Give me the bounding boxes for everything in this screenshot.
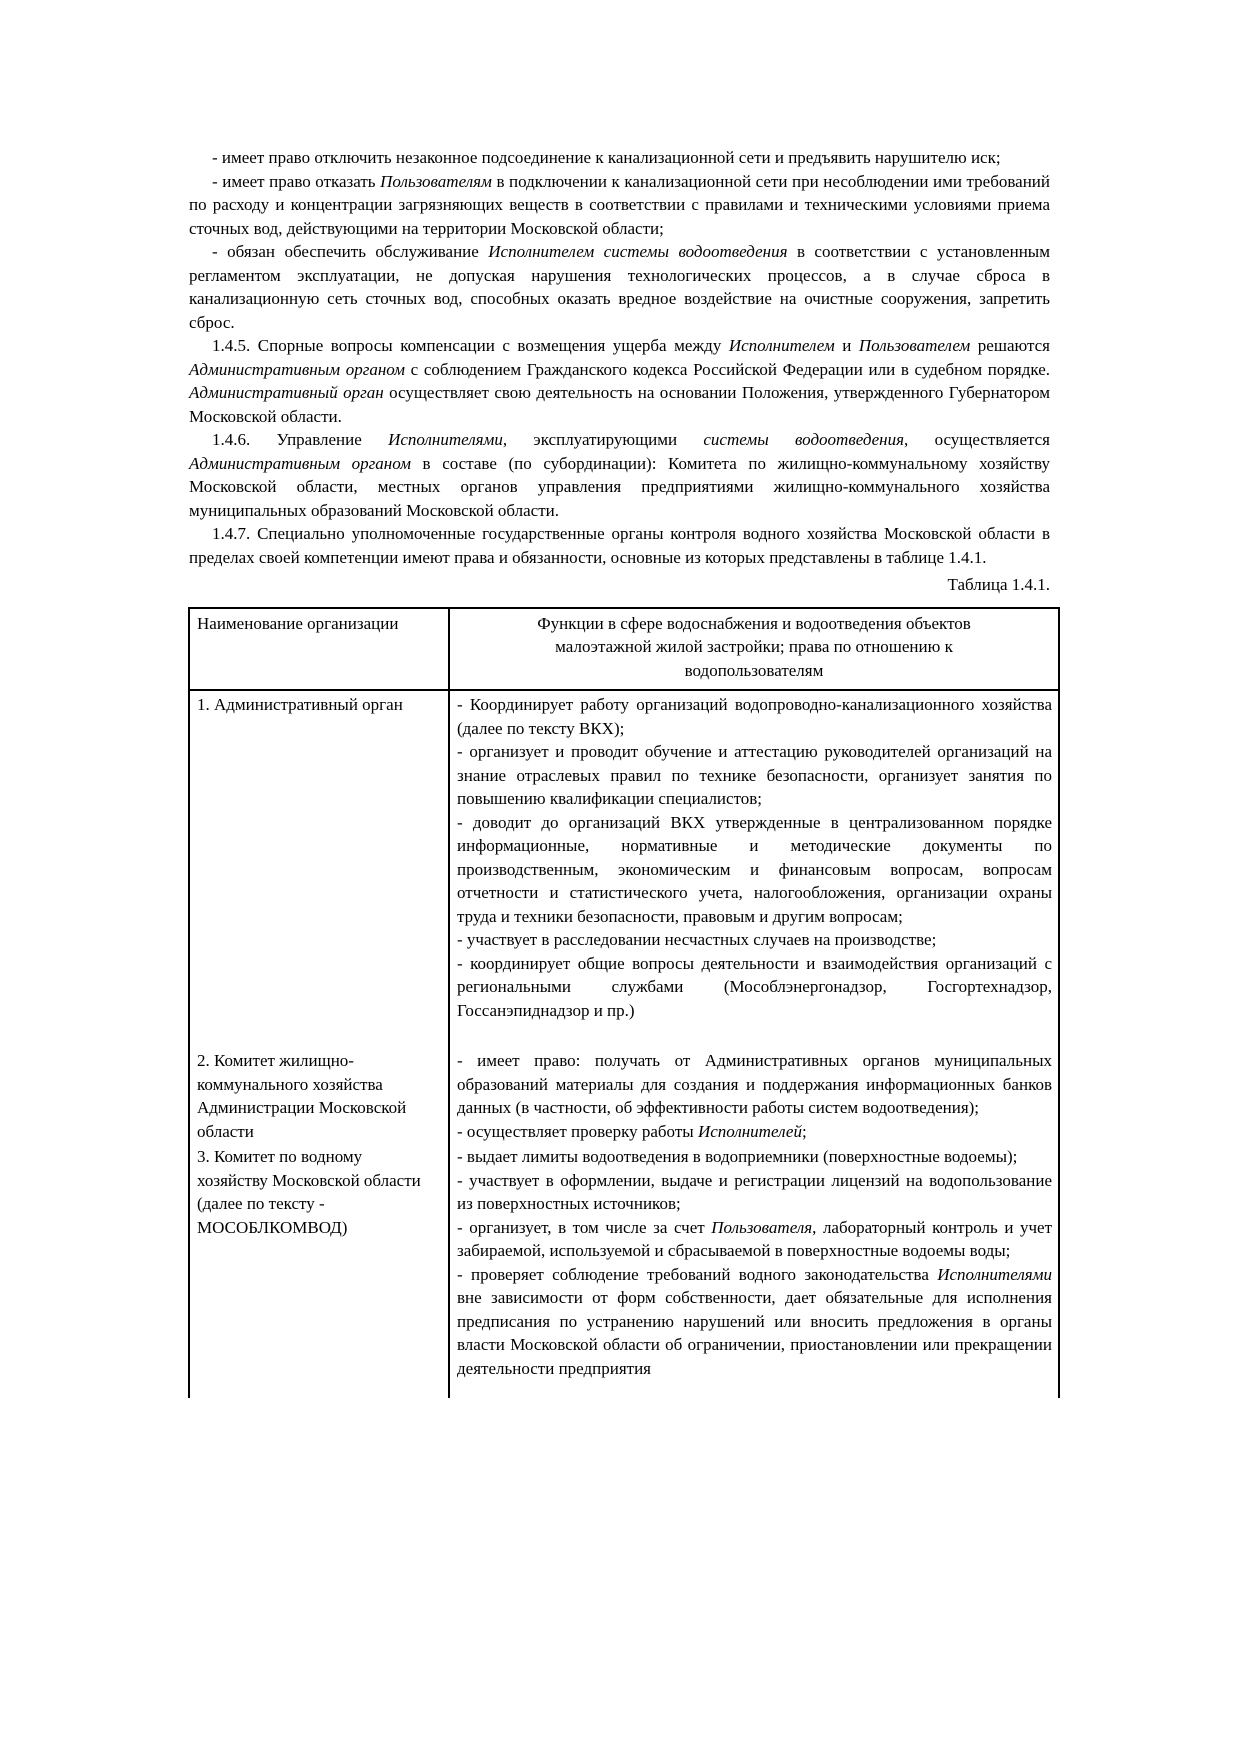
italic-term: Исполнителями (937, 1264, 1052, 1284)
text-segment: - имеет право отказать (212, 171, 381, 191)
paragraph-service-duty (189, 240, 1050, 334)
cell-organization-3 (189, 1143, 449, 1398)
text-segment: 2. Комитет жилищно-коммунального хозяйства Администрации Московской области (197, 1051, 407, 1141)
cell-paragraph (457, 1169, 1052, 1216)
text-segment: 1.4.5. Спорные вопросы компенсации с возмещения ущерба между (212, 336, 729, 355)
text-segment: - имеет право отключить незаконное подсоединение к канализационной сети и предъявить нарушителю иск; (212, 148, 1001, 167)
cell-paragraph (457, 740, 1052, 811)
text-segment: - обязан обеспечить обслуживание (212, 242, 489, 261)
text-segment: - организует, в том числе за счет (457, 1217, 712, 1237)
cell-paragraph (457, 811, 1052, 929)
cell-organization-2 (189, 1047, 449, 1143)
italic-term: системы водоотведения (703, 430, 905, 449)
text-segment: - выдает лимиты водоотведения в водоприемники (поверхностные водоемы); (457, 1147, 1018, 1166)
text-segment: в соответствии с установленным регламентом эксплуатации, не допуская нарушения технологических процессов, а в случае сброса в канализационную сеть сточных вод, способных оказать вредное воздействие на очистные сооружения, запретить сброс. (189, 242, 1050, 332)
text-segment: в подключении к канализационной сети при несоблюдении ими требований по расходу и концентрации загрязняющих веществ в соответствии с правилами и техническими условиями приема сточных вод, действующими на территории Московской области; (189, 171, 1050, 238)
text-segment: - проверяет соблюдение требований водного законодательства (457, 1264, 938, 1284)
text-segment: ; (801, 1121, 807, 1141)
text-segment: 3. Комитет по водному хозяйству Московской области (далее по тексту - МОСОБЛКОМВОД) (197, 1147, 421, 1237)
italic-term: Административным органом (189, 359, 405, 379)
italic-term: Исполнителей (697, 1121, 802, 1141)
cell-paragraph (197, 1049, 434, 1143)
italic-term: Пользователям (380, 171, 492, 191)
cell-functions-3 (449, 1143, 1059, 1398)
italic-term: Исполнителем системы водоотведения (488, 242, 788, 261)
italic-term: Пользователем (858, 336, 971, 355)
cell-paragraph (457, 1263, 1052, 1381)
cell-paragraph (457, 1120, 1052, 1144)
cell-paragraph (197, 693, 434, 717)
table-row-water-committee (189, 1143, 1059, 1398)
text-segment: вне зависимости от форм собственности, дает обязательные для исполнения предписания по устранению нарушений или вносить предложения в органы власти Московской области об ограничении, приостановлении или прекращении деятельности предприятия (457, 1288, 1052, 1378)
cell-organization-1 (189, 690, 449, 1047)
text-segment: в составе (по субординации): Комитета по жилищно-коммунальному хозяйству Московской области, местных органов управления предприятиями жилищно-коммунального хозяйства муниципальных образований Московской области. (189, 453, 1051, 520)
paragraph-refuse-right (189, 170, 1050, 241)
table-header-organization: Наименование организации (189, 608, 449, 691)
text-segment: , осуществляется (904, 430, 1050, 449)
cell-paragraph (457, 928, 1052, 952)
cell-functions-1 (449, 690, 1059, 1047)
cell-paragraph (457, 1145, 1052, 1169)
italic-term: Исполнителем (728, 336, 835, 355)
text-segment: 1.4.6. Управление (212, 430, 389, 449)
text-segment: - организует и проводит обучение и аттестацию руководителей организаций на знание отраслевых правил по технике безопасности, организует занятия по повышению квалификации специалистов; (457, 742, 1052, 808)
paragraph-disconnect-right (189, 146, 1050, 170)
paragraph-1-4-7 (189, 522, 1050, 569)
text-segment: 1.4.7. Специально уполномоченные государственные органы контроля водного хозяйства Московской области в пределах своей компетенции имеют права и обязанности, основные из которых представлены в таблице 1.4.1. (189, 524, 1050, 567)
italic-term: Административным органом (189, 453, 411, 473)
table-header-row (189, 608, 1059, 691)
text-segment: 1. Административный орган (197, 695, 403, 714)
text-segment: - участвует в оформлении, выдаче и регистрации лицензий на водопользование из поверхностных источников; (457, 1170, 1052, 1213)
text-segment: - осуществляет проверку работы (457, 1121, 698, 1141)
italic-term: Пользователя (711, 1217, 813, 1237)
text-segment: , лабораторный контроль и учет забираемой, используемой и сбрасываемой в поверхностные водоемы воды; (457, 1217, 1052, 1260)
text-segment: с соблюдением Гражданского кодекса Российской Федерации или в судебном порядке. (404, 359, 1050, 379)
cell-paragraph (457, 1216, 1052, 1263)
italic-term: Исполнителями (388, 430, 503, 449)
organizations-functions-table (188, 607, 1060, 1399)
paragraph-1-4-6 (189, 428, 1050, 522)
cell-paragraph (457, 1049, 1052, 1120)
table-row-housing-committee (189, 1047, 1059, 1143)
cell-paragraph (197, 1145, 434, 1239)
text-segment: - доводит до организаций ВКХ утвержденные в централизованном порядке информационные, нормативные и методические документы по производственным, экономическим и финансовым вопросам, вопросам отчетности и статистического учета, налогообложения, организации охраны труда и техники безопасности, правовым и другим вопросам; (457, 812, 1052, 926)
body-text-block (189, 146, 1050, 569)
text-segment: - участвует в расследовании несчастных случаев на производстве; (457, 930, 937, 949)
table-caption: Таблица 1.4.1. (947, 575, 1050, 594)
text-segment: - Координирует работу организаций водопроводно-канализационного хозяйства (далее по тексту ВКХ); (457, 695, 1052, 738)
text-segment: и (834, 336, 859, 355)
text-segment: осуществляет свою деятельность на основании Положения, утвержденного Губернатором Московской области. (189, 383, 1051, 426)
text-segment: - координирует общие вопросы деятельности и взаимодействия организаций с региональными службами (Мособлэнергонадзор, Госгортехнадзор, Госсанэпиднадзор и пр.) (457, 953, 1052, 1020)
cell-paragraph (457, 693, 1052, 740)
paragraph-1-4-5 (189, 334, 1050, 428)
table-row-administrative-organ (189, 690, 1059, 1047)
cell-paragraph (457, 952, 1052, 1023)
cell-functions-2 (449, 1047, 1059, 1143)
text-segment: решаются (970, 336, 1050, 355)
italic-term: Административный орган (189, 383, 384, 402)
text-segment: , эксплуатирующими (502, 430, 704, 449)
table-header-functions: Функции в сфере водоснабжения и водоотведения объектов малоэтажной жилой застройки; права по отношению к водопользователям (449, 608, 1059, 691)
text-segment: - имеет право: получать от Административных органов муниципальных образований материалы для создания и поддержания информационных банков данных (в частности, об эффективности работы систем водоотведения); (457, 1051, 1052, 1117)
